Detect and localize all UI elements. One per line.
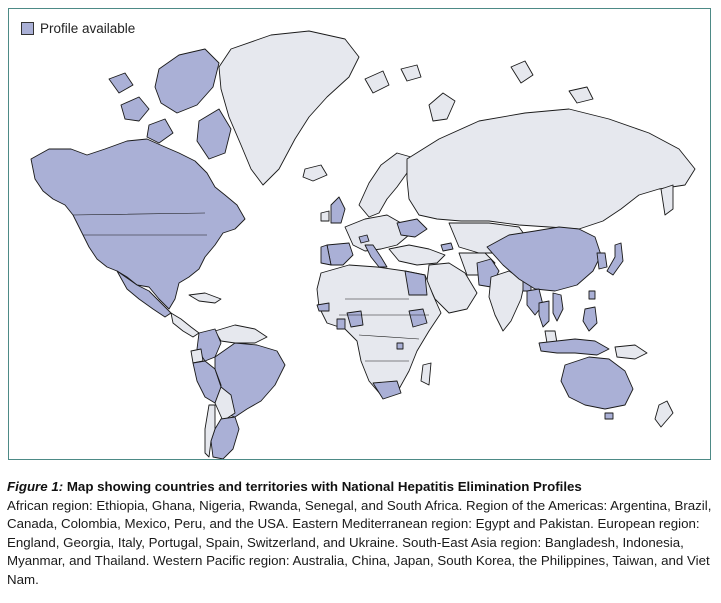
georgia (441, 243, 453, 251)
novaya-zemlya (429, 93, 455, 121)
north-america (31, 139, 245, 309)
canada-arctic-islands (155, 49, 219, 113)
thailand (539, 301, 549, 327)
japan (607, 243, 623, 275)
greenland (219, 31, 359, 185)
world-map-svg (9, 9, 710, 459)
franz-josef-land (401, 65, 421, 81)
great-britain (331, 197, 345, 223)
india (489, 271, 525, 331)
new-siberian-islands (569, 87, 593, 103)
canada-small-island-c (109, 73, 133, 93)
tasmania (605, 413, 613, 419)
new-zealand (655, 401, 673, 427)
new-guinea (615, 345, 647, 359)
balkans-turkey (389, 245, 445, 265)
map-legend (21, 21, 135, 36)
rwanda (397, 343, 403, 349)
venezuela-guianas (215, 325, 267, 343)
canada-small-island-a (121, 97, 149, 121)
philippines (583, 307, 597, 331)
caption-title-text: Map showing countries and territories with National Hepatitis Elimination Profiles (66, 479, 582, 494)
svalbard (365, 71, 389, 93)
russia (407, 109, 695, 229)
world-map (8, 8, 711, 460)
ghana (337, 319, 345, 329)
ukraine (397, 219, 427, 237)
legend-label: Profile available (40, 21, 136, 36)
caption-body: African region: Ethiopia, Ghana, Nigeria, Rwanda, Senegal, and South Africa. Region of the Americas: Argentina, Brazil, Canada, Colombia, Mexico, Peru, and the USA. Eastern Mediterranean region: Egypt and Pakistan. European region: England, Georgia, Italy, Portugal, Spain, Switzerland, and Ukraine. South-East Asia region: Bangladesh, Indonesia, Myanmar, and Thailand. Western Pacific region: Australia, China, Japan, South Korea, the Philippines, Taiwan, and Viet Nam. (7, 497, 712, 587)
continental-europe (345, 215, 409, 251)
figure-label: Figure 1: (7, 479, 64, 494)
taiwan (589, 291, 595, 299)
legend-swatch (21, 22, 34, 35)
madagascar (421, 363, 431, 385)
switzerland (359, 235, 369, 243)
egypt (405, 271, 427, 295)
korea (597, 253, 607, 269)
iceland (303, 165, 327, 181)
indonesia (539, 339, 609, 355)
canada-small-island-b (147, 119, 173, 143)
canada-baffin-island (197, 109, 231, 159)
severnaya-zemlya (511, 61, 533, 83)
central-america (171, 313, 199, 337)
south-africa (373, 381, 401, 399)
caption-title (7, 478, 713, 497)
ecuador (191, 349, 203, 363)
spain (327, 243, 353, 265)
caribbean-islands (189, 293, 221, 303)
kamchatka (661, 185, 673, 215)
figure-caption (7, 478, 713, 590)
australia (561, 357, 633, 409)
scandinavia (359, 153, 411, 217)
viet-nam (553, 293, 563, 321)
ireland (321, 211, 329, 221)
